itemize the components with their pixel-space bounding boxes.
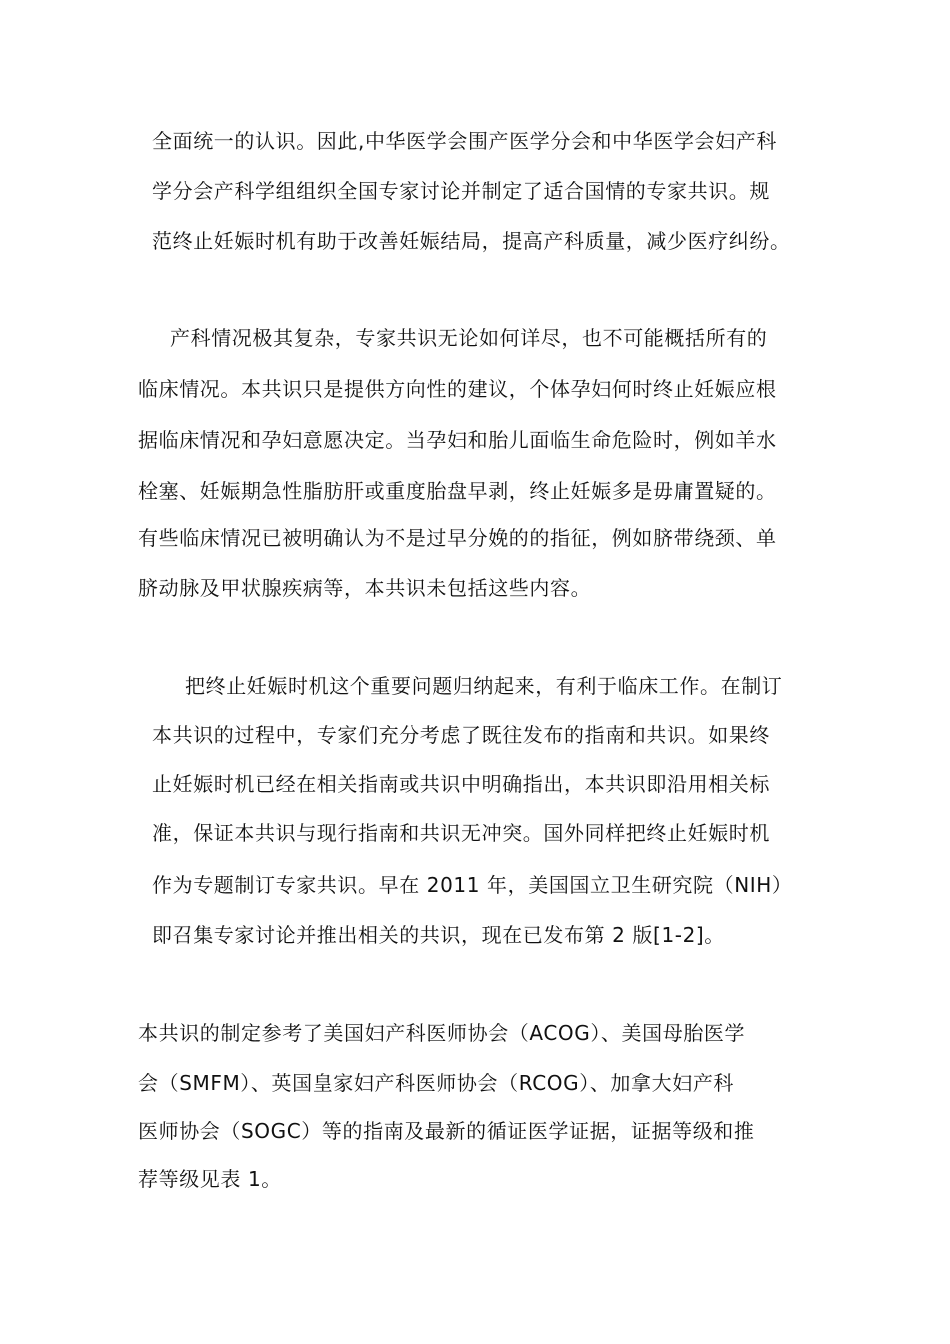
text-line: 本共识的制定参考了美国妇产科医师协会（ACOG）、美国母胎医学 [138,1021,746,1045]
text-line: 学分会产科学组组织全国专家讨论并制定了适合国情的专家共识。规 [152,179,770,203]
text-line: 有些临床情况已被明确认为不是过早分娩的的指征，例如脐带绕颈、单 [138,526,777,550]
text-line: 会（SMFM）、英国皇家妇产科医师协会（RCOG）、加拿大妇产科 [138,1071,735,1095]
text-line: 范终止妊娠时机有助于改善妊娠结局，提高产科质量，减少医疗纠纷。 [152,229,791,253]
text-line: 全面统一的认识。因此,中华医学会围产医学分会和中华医学会妇产科 [152,129,777,153]
text-line: 作为专题制订专家共识。早在 2011 年，美国国立卫生研究院（NIH） [152,873,793,897]
text-line: 即召集专家讨论并推出相关的共识，现在已发布第 2 版[1-2]。 [152,923,725,947]
text-line: 据临床情况和孕妇意愿决定。当孕妇和胎儿面临生命危险时，例如羊水 [138,428,777,452]
text-line: 医师协会（SOGC）等的指南及最新的循证医学证据，证据等级和推 [138,1119,755,1143]
text-line: 临床情况。本共识只是提供方向性的建议，个体孕妇何时终止妊娠应根 [138,377,777,401]
text-line: 把终止妊娠时机这个重要问题归纳起来，有利于临床工作。在制订 [185,674,783,698]
text-line: 产科情况极其复杂，专家共识无论如何详尽，也不可能概括所有的 [170,326,768,350]
text-line: 脐动脉及甲状腺疾病等，本共识未包括这些内容。 [138,576,592,600]
text-line: 准，保证本共识与现行指南和共识无冲突。国外同样把终止妊娠时机 [152,821,770,845]
text-line: 荐等级见表 1。 [138,1167,282,1191]
text-line: 本共识的过程中，专家们充分考虑了既往发布的指南和共识。如果终 [152,723,770,747]
text-line: 栓塞、妊娠期急性脂肪肝或重度胎盘早剥，终止妊娠多是毋庸置疑的。 [138,479,777,503]
text-line: 止妊娠时机已经在相关指南或共识中明确指出，本共识即沿用相关标 [152,772,770,796]
